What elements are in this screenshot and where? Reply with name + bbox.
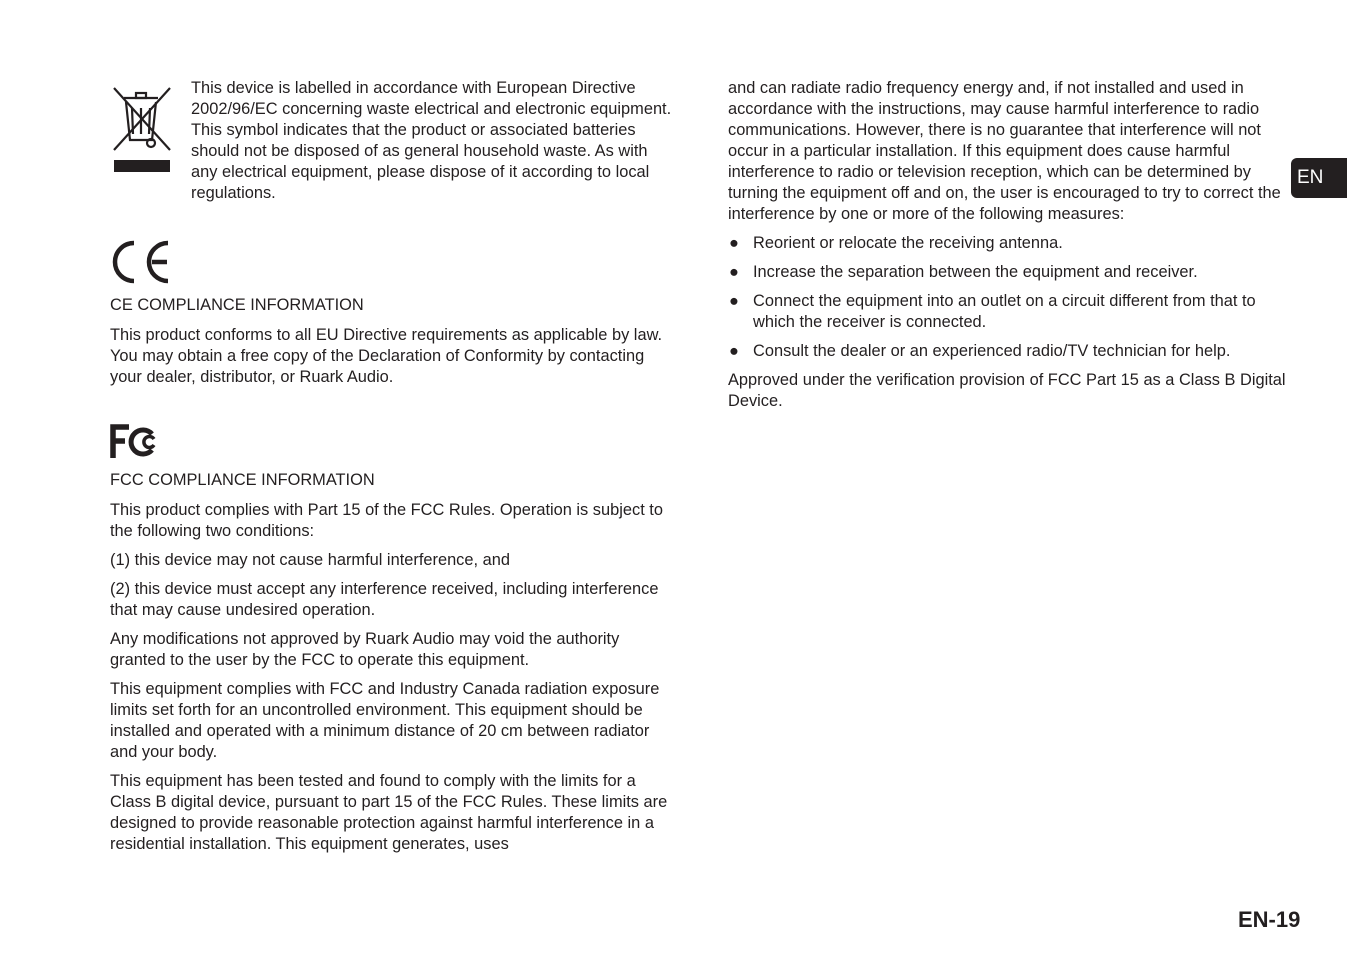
ce-mark-logo [110, 239, 172, 285]
weee-section [110, 78, 675, 204]
fcc-paragraph: This equipment complies with FCC and Industry Canada radiation exposure limits set forth for an uncontrolled environment. This equipment should be installed and operated with a minimum distance of 20 cm between radiator and your body. [110, 680, 660, 761]
list-item [728, 291, 1288, 333]
list-item-text: Consult the dealer or an experienced radio/TV technician for help. [753, 342, 1231, 360]
fcc-paragraph: Any modifications not approved by Ruark Audio may void the authority granted to the user by the FCC to operate this equipment. [110, 630, 620, 669]
fcc-continuation-text: and can radiate radio frequency energy and, if not installed and used in accordance with the instructions, may cause harmful interference to radio communications. However, there is no guarantee that interference will not occur in a particular installation. If this equipment does cause harmful interference to radio or television reception, which can be determined by turning the equipment off and on, the user is encouraged to try to correct the interference by one or more of the following measures: [728, 79, 1281, 223]
bullet-icon: ● [729, 263, 739, 281]
list-item-text: Reorient or relocate the receiving antenna. [753, 234, 1063, 252]
bullet-icon: ● [729, 292, 739, 310]
page-number: EN-19 [1238, 907, 1301, 932]
crossed-out-wheelie-bin-icon [110, 82, 174, 176]
list-item-text: Connect the equipment into an outlet on a circuit different from that to which the receiver is connected. [753, 292, 1256, 331]
fcc-paragraph: (2) this device must accept any interference received, including interference that may cause undesired operation. [110, 580, 659, 619]
interference-measures-list [728, 233, 1288, 362]
list-item [728, 262, 1288, 283]
left-column [110, 78, 675, 863]
list-item [728, 233, 1288, 254]
fcc-paragraph: (1) this device may not cause harmful interference, and [110, 551, 510, 569]
fcc-logo [110, 424, 160, 460]
fcc-heading: FCC COMPLIANCE INFORMATION [110, 471, 375, 489]
list-item-text: Increase the separation between the equipment and receiver. [753, 263, 1198, 281]
bullet-icon: ● [729, 342, 739, 360]
fcc-paragraph: This product complies with Part 15 of the FCC Rules. Operation is subject to the following two conditions: [110, 501, 663, 540]
language-tab: EN [1291, 158, 1347, 198]
ce-body: This product conforms to all EU Directive requirements as applicable by law. You may obtain a free copy of the Declaration of Conformity by contacting your dealer, distributor, or Ruark Audio. [110, 326, 663, 386]
fcc-paragraph: This equipment has been tested and found to comply with the limits for a Class B digital device, pursuant to part 15 of the FCC Rules. These limits are designed to provide reasonable protection against harmful interference in a residential installation. This equipment generates, uses [110, 772, 668, 853]
weee-notice-text: This device is labelled in accordance with European Directive 2002/96/EC concerning waste electrical and electronic equipment. This symbol indicates that the product or associated batteries should not be disposed of as general household waste. As with any electrical equipment, please dispose of it according to local regulations. [191, 79, 672, 202]
bullet-icon: ● [729, 234, 739, 252]
ce-heading: CE COMPLIANCE INFORMATION [110, 296, 364, 314]
list-item [728, 341, 1288, 362]
fcc-approval-text: Approved under the verification provision of FCC Part 15 as a Class B Digital Device. [728, 371, 1286, 410]
right-column [728, 78, 1288, 412]
